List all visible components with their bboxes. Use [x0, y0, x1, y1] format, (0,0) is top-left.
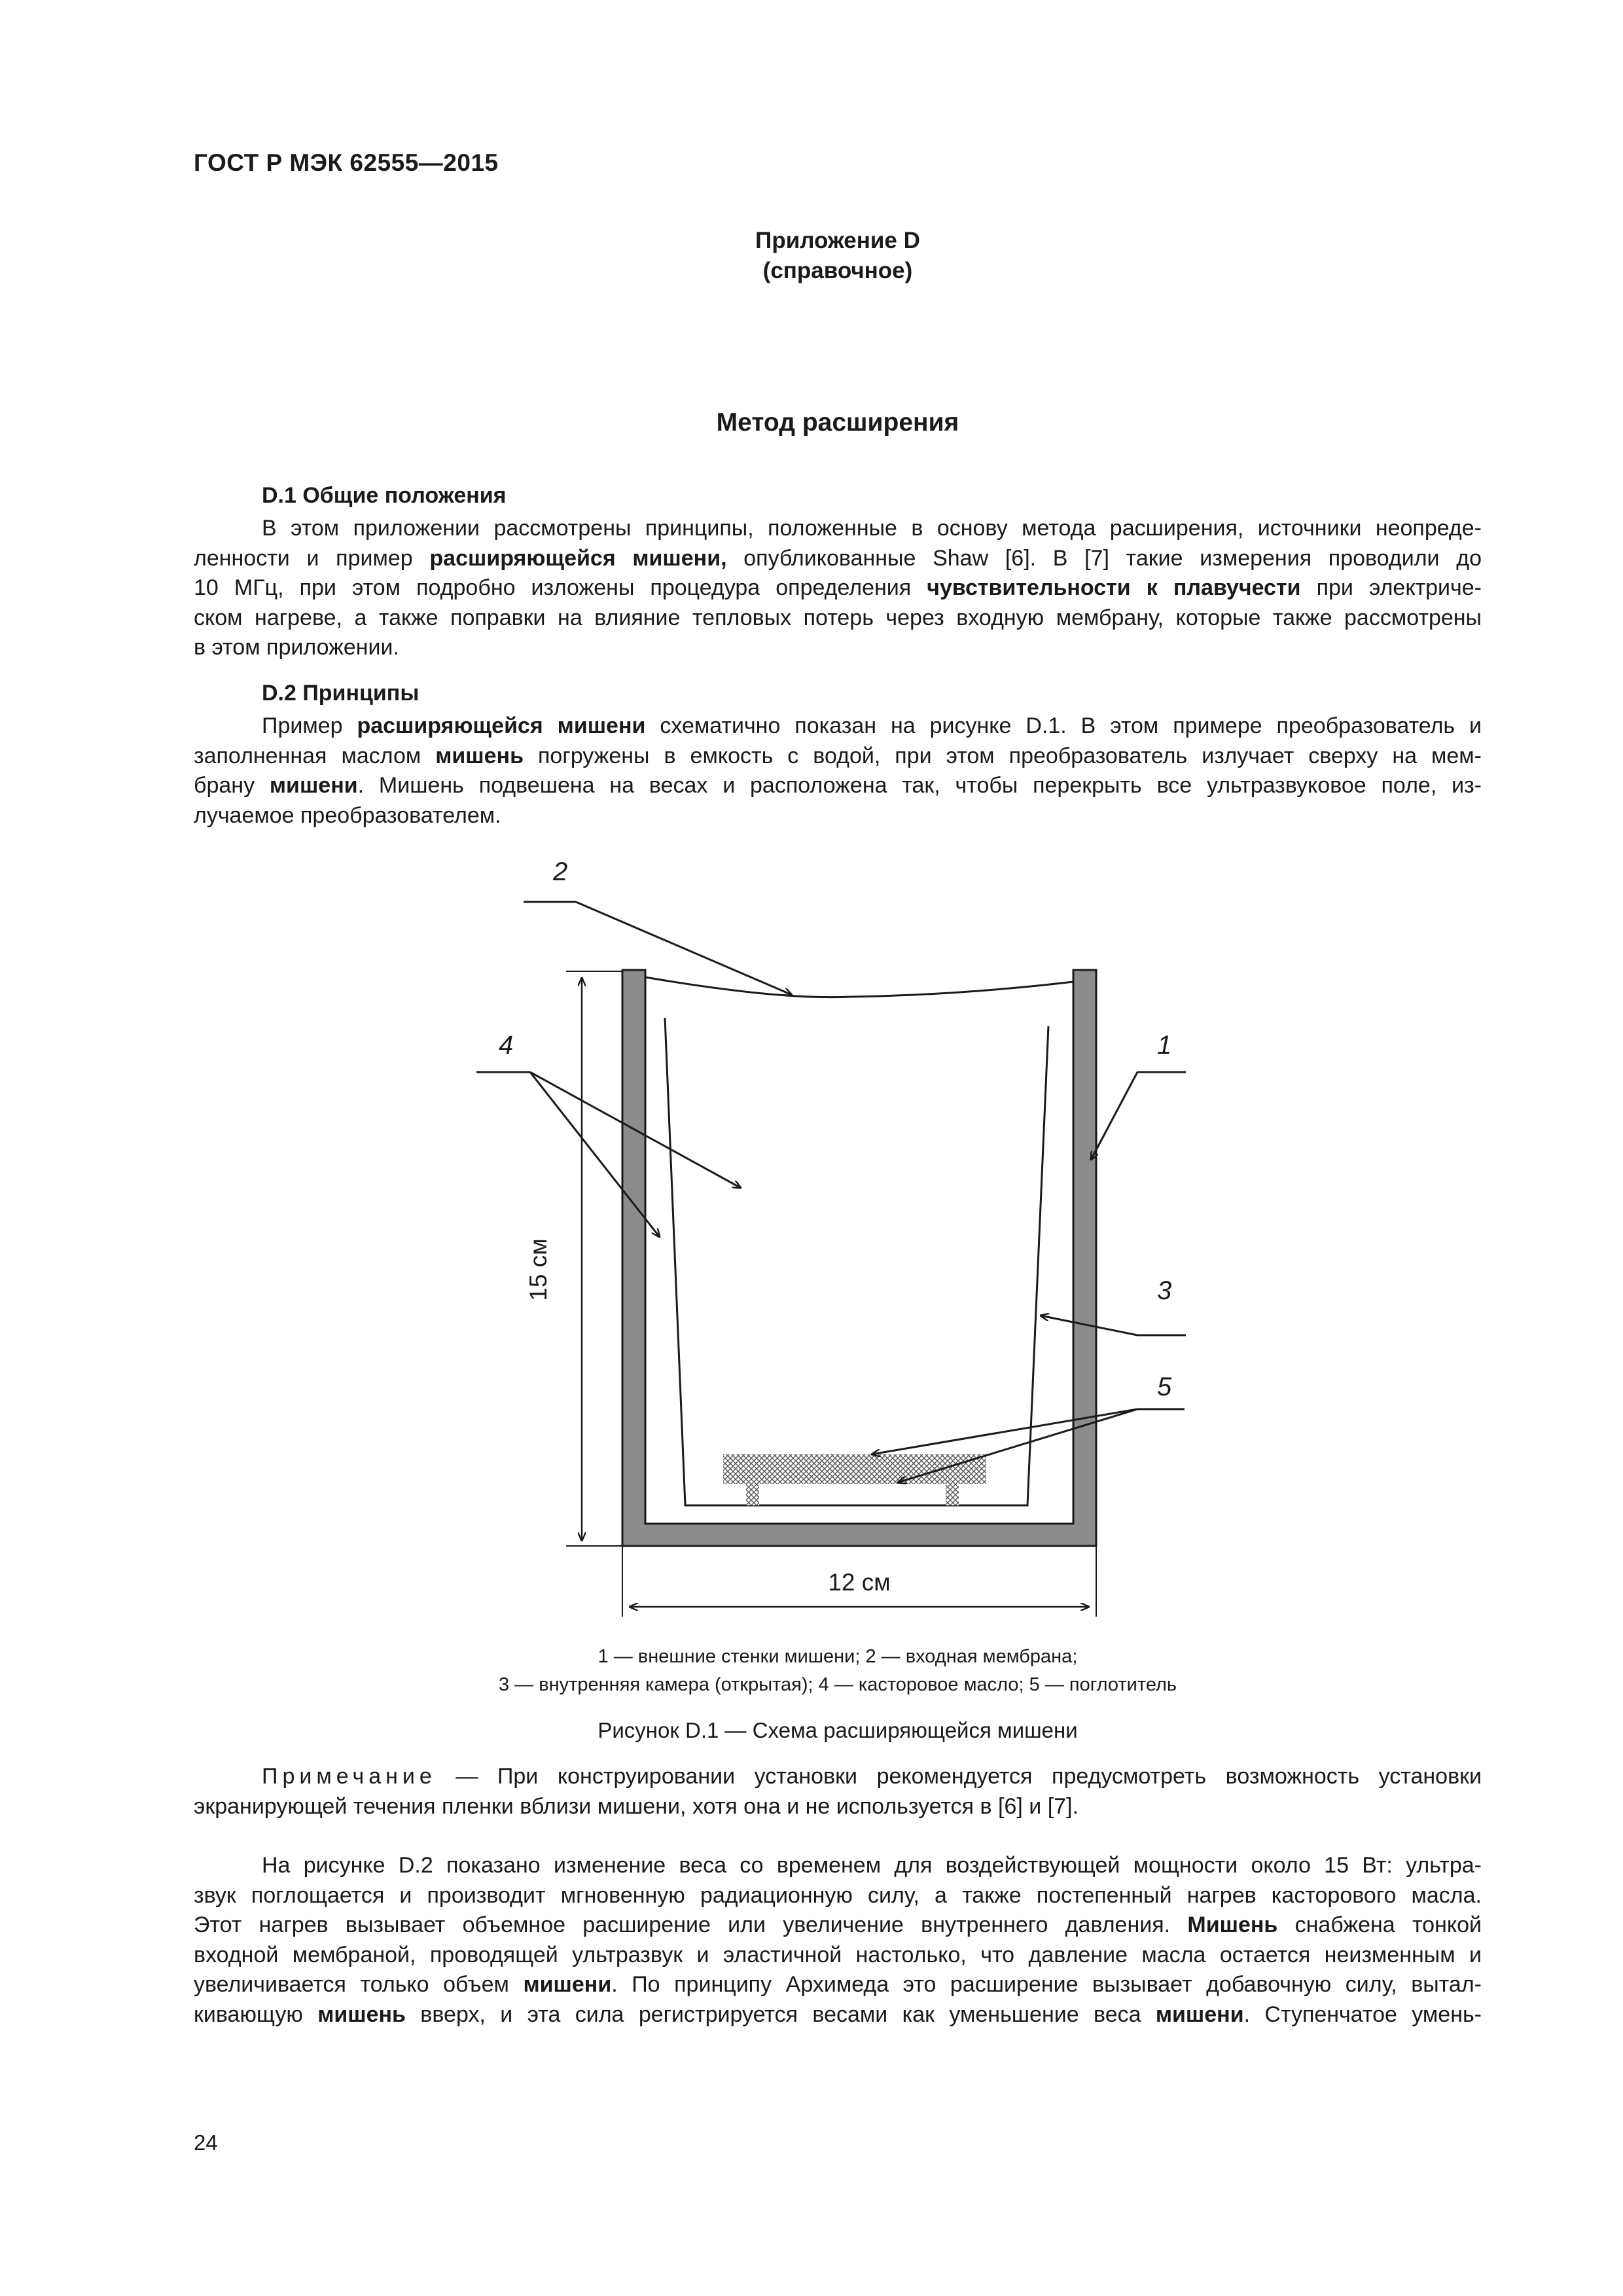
document-header: ГОСТ Р МЭК 62555—2015: [194, 149, 499, 176]
input-membrane: [645, 977, 1073, 997]
text-run: увеличивается только объем: [194, 1972, 524, 1997]
page-number: 24: [194, 2130, 218, 2155]
text-run: заполненная маслом: [194, 743, 436, 768]
height-label: 15 см: [525, 1238, 552, 1301]
bold-term: расширяющейся мишени,: [429, 545, 727, 571]
paragraph-d1: [194, 514, 1482, 663]
figure-legend-line-2: 3 — внутренняя камера (открытая); 4 — касторовое масло; 5 — поглотитель: [498, 1674, 1177, 1695]
text-line: [194, 2000, 1482, 2030]
text-run: На рисунке D.2 показано изменение веса со временем для воздействующей мощности около 15 Вт: ультра-: [262, 1853, 1482, 1878]
text-line: [194, 1910, 1482, 1941]
text-run: снабжена тонкой: [1277, 1912, 1482, 1937]
bold-term: мишень: [317, 2001, 406, 2027]
annex-label: Приложение D: [755, 228, 920, 253]
label-5: 5: [1157, 1372, 1172, 1401]
figure-legend-line-1: 1 — внешние стенки мишени; 2 — входная мембрана;: [597, 1646, 1078, 1667]
inner-chamber: [665, 1018, 1048, 1505]
text-run: Пример: [262, 713, 357, 738]
expansion-target-diagram: [458, 857, 1217, 1630]
bold-term: мишень: [435, 743, 524, 768]
text-run: входной мембраной, проводящей ультразвук и эластичной настолько, что давление масла остается неизменным и: [194, 1942, 1482, 1967]
label-1: 1: [1157, 1031, 1172, 1060]
text-run: ском нагреве, а также поправки на влияние тепловых потерь через входную мембрану, которые также рассмотрены: [194, 605, 1482, 630]
text-run: погружены в емкость с водой, при этом преобразователь излучает сверху на мем-: [524, 743, 1482, 768]
text-line: [194, 1970, 1482, 2000]
text-run: кивающую: [194, 2001, 318, 2027]
section-heading-d2: D.2 Принципы: [262, 681, 419, 706]
bold-term: расширяющейся мишени: [357, 713, 646, 738]
text-line: [194, 1851, 1482, 1881]
note-label: Примечание: [262, 1764, 437, 1789]
text-run: опубликованные Shaw [6]. В [7] такие измерения проводили до: [726, 545, 1482, 571]
text-run: лучаемое преобразователем.: [194, 802, 501, 828]
note-paragraph: [194, 1762, 1482, 1821]
width-label: 12 см: [828, 1569, 891, 1596]
text-run: при электриче-: [1300, 575, 1482, 600]
label-3: 3: [1157, 1276, 1172, 1305]
text-run: В этом приложении рассмотрены принципы, положенные в основу метода расширения, источники неопреде-: [262, 516, 1482, 541]
text-line: [194, 771, 1482, 801]
text-run: 10 МГц, при этом подробно изложены процедура определения: [194, 575, 927, 600]
text-run: Этот нагрев вызывает объемное расширение или увеличение внутреннего давления.: [194, 1912, 1188, 1937]
text-line: [194, 1881, 1482, 1911]
bold-term: мишени: [1155, 2001, 1244, 2027]
text-line: [194, 801, 1482, 831]
text-run: брану: [194, 773, 270, 798]
text-line: [194, 514, 1482, 544]
text-run: . Ступенчатое умень-: [1243, 2001, 1482, 2027]
text-run: вверх, и эта сила регистрируется весами как уменьшение веса: [405, 2001, 1156, 2027]
text-run: схематично показан на рисунке D.1. В этом примере преобразователь и: [645, 713, 1482, 738]
text-line: [194, 633, 1482, 663]
text-line: [194, 1941, 1482, 1971]
text-line: [194, 711, 1482, 742]
annex-type: (справочное): [762, 258, 913, 283]
paragraph-d2: [194, 711, 1482, 831]
body-paragraph: [194, 1851, 1482, 2030]
annex-title: Метод расширения: [716, 408, 959, 437]
bold-term: Мишень: [1187, 1912, 1278, 1937]
bold-term: мишени: [269, 773, 358, 798]
bold-term: чувствительности к плавучести: [927, 575, 1301, 600]
text-line: [194, 573, 1482, 603]
absorber: [723, 1454, 986, 1505]
text-line: [194, 603, 1482, 634]
bold-term: мишени: [523, 1972, 612, 1997]
text-run: . Мишень подвешена на весах и расположена так, чтобы перекрыть все ультразвуковое поле, из-: [357, 773, 1482, 798]
note-text-2: экранирующей течения пленки вблизи мишени, хотя она и не используется в [6] и [7].: [194, 1793, 1079, 1819]
text-run: ленности и пример: [194, 545, 430, 571]
label-4: 4: [499, 1031, 514, 1060]
text-line: [194, 742, 1482, 772]
text-run: звук поглощается и производит мгновенную радиационную силу, а также постепенный нагрев касторового масла.: [194, 1882, 1482, 1908]
figure-caption: Рисунок D.1 — Схема расширяющейся мишени: [597, 1718, 1078, 1742]
text-run: . По принципу Архимеда это расширение вызывает добавочную силу, вытал-: [611, 1972, 1482, 1997]
section-heading-d1: D.1 Общие положения: [262, 483, 507, 508]
text-line: [194, 544, 1482, 574]
note-text-1: — При конструировании установки рекомендуется предусмотреть возможность установки: [436, 1764, 1482, 1789]
text-run: в этом приложении.: [194, 635, 399, 660]
label-2: 2: [553, 857, 568, 886]
